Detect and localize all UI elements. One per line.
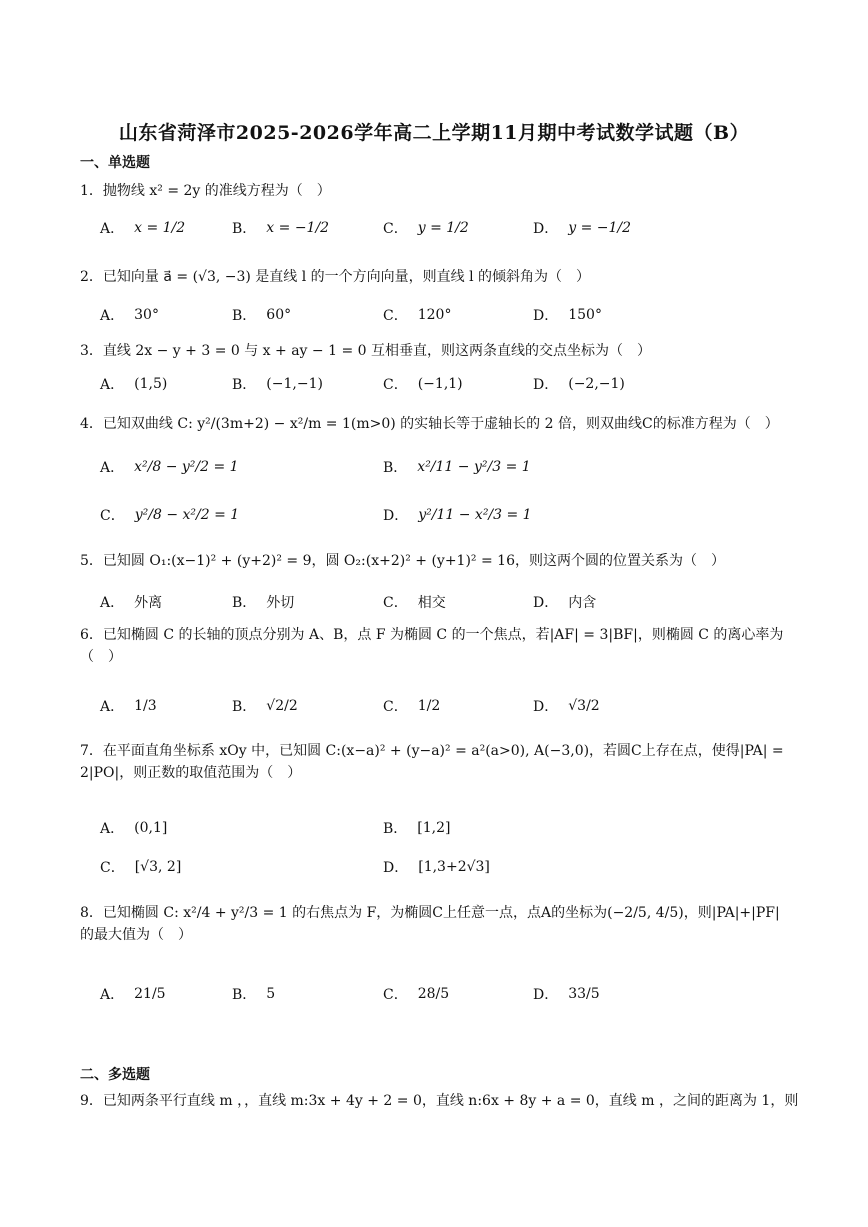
option-label: A． (100, 821, 125, 837)
option-text: 28/5 (417, 986, 450, 1002)
option-label: A． (100, 460, 125, 476)
q7-option-d[interactable] (383, 857, 490, 877)
option-text: [1,3+2√3] (418, 859, 490, 875)
option-label: C． (383, 221, 408, 237)
q6-option-b[interactable] (232, 696, 298, 716)
option-label: D． (383, 508, 409, 524)
option-label: C． (100, 508, 125, 524)
q1-option-c[interactable] (383, 218, 469, 238)
option-text: 60° (266, 307, 292, 323)
q4-option-c[interactable] (100, 505, 239, 525)
option-text: [√3, 2] (134, 859, 182, 875)
section-multiple-choice: 二、多选题 (80, 1067, 150, 1083)
option-text: √3/2 (568, 698, 600, 714)
option-text: y²/8 − x²/2 = 1 (134, 507, 240, 523)
option-text: y²/11 − x²/3 = 1 (418, 507, 532, 523)
option-text: [1,2] (417, 820, 451, 836)
option-label: B． (232, 595, 257, 611)
question-9-stem: 9．已知两条平行直线 m ，，直线 m:3x + 4y + 2 = 0，直线 n:6x + 8y + a = 0，直线 m ，之间的距离为 1，则 (80, 1093, 799, 1109)
q4-option-d[interactable] (383, 505, 532, 525)
page-title: 山东省菏泽市2025-2026学年高二上学期11月期中考试数学试题（B） (118, 122, 750, 144)
option-text: 1/2 (417, 698, 441, 714)
question-6-stem: 6．已知椭圆 C 的长轴的顶点分别为 A、B，点 F 为椭圆 C 的一个焦点，若|AF| = 3|BF|，则椭圆 C 的离心率为（ ） (80, 627, 784, 666)
option-text: x²/11 − y²/3 = 1 (417, 459, 531, 475)
option-text: √2/2 (266, 698, 298, 714)
option-text: 30° (134, 307, 159, 323)
q2-option-b[interactable] (232, 305, 291, 325)
question-7-stem: 7．在平面直角坐标系 xOy 中，已知圆 C:(x−a)² + (y−a)² = a²(a>0), A(−3,0)，若圆C上存在点，使得|PA| = 2|PO|，则正数的取值范围为（ ） (80, 743, 784, 782)
option-label: C． (383, 377, 408, 393)
question-4-stem: 4．已知双曲线 C: y²/(3m+2) − x²/m = 1(m>0) 的实轴长等于虚轴长的 2 倍，则双曲线C的标准方程为（ ） (80, 416, 779, 432)
q7-option-a[interactable] (100, 818, 167, 838)
option-text: 外离 (134, 595, 163, 611)
option-label: D． (533, 987, 559, 1003)
option-text: 21/5 (134, 986, 166, 1002)
q5-option-d[interactable] (533, 592, 596, 612)
option-text: 内含 (568, 595, 597, 611)
q3-option-c[interactable] (383, 374, 463, 394)
option-label: D． (383, 860, 409, 876)
q6-option-d[interactable] (533, 696, 600, 716)
option-text: y = 1/2 (417, 220, 469, 236)
option-label: C． (383, 699, 408, 715)
option-text: (0,1] (134, 820, 168, 836)
q3-option-a[interactable] (100, 374, 167, 394)
q7-option-c[interactable] (100, 857, 181, 877)
option-text: (−2,−1) (568, 376, 625, 392)
q8-option-d[interactable] (533, 984, 600, 1004)
q1-option-d[interactable] (533, 218, 631, 238)
option-label: C． (100, 860, 125, 876)
option-label: A． (100, 308, 125, 324)
option-label: A． (100, 377, 125, 393)
option-text: (1,5) (134, 376, 168, 392)
q7-option-b[interactable] (383, 818, 451, 838)
option-text: 120° (417, 307, 452, 323)
q2-option-d[interactable] (533, 305, 602, 325)
option-text: x = 1/2 (134, 220, 186, 236)
option-text: 5 (266, 986, 276, 1002)
question-5-stem: 5．已知圆 O₁:(x−1)² + (y+2)² = 9，圆 O₂:(x+2)² + (y+1)² = 16，则这两个圆的位置关系为（ ） (80, 553, 725, 569)
option-text: (−1,−1) (266, 376, 323, 392)
option-label: B． (232, 987, 257, 1003)
option-text: 1/3 (134, 698, 157, 714)
option-text: y = −1/2 (568, 220, 632, 236)
q4-option-b[interactable] (383, 457, 531, 477)
question-1-stem: 1．抛物线 x² = 2y 的准线方程为（ ） (80, 183, 331, 199)
question-8-stem: 8．已知椭圆 C: x²/4 + y²/3 = 1 的右焦点为 F，为椭圆C上任意一点，点A的坐标为(−2/5, 4/5)，则|PA|+|PF|的最大值为（ ） (80, 905, 780, 944)
q5-option-b[interactable] (232, 592, 294, 612)
option-text: x²/8 − y²/2 = 1 (134, 459, 239, 475)
option-label: A． (100, 221, 125, 237)
q3-option-b[interactable] (232, 374, 323, 394)
q5-option-a[interactable] (100, 592, 162, 612)
q6-option-c[interactable] (383, 696, 440, 716)
q1-option-b[interactable] (232, 218, 329, 238)
q2-option-a[interactable] (100, 305, 159, 325)
option-label: C． (383, 308, 408, 324)
option-text: 外切 (266, 595, 295, 611)
option-label: B． (232, 308, 257, 324)
option-label: A． (100, 699, 125, 715)
option-label: D． (533, 699, 559, 715)
option-label: C． (383, 595, 408, 611)
option-label: B． (232, 377, 257, 393)
section-single-choice: 一、单选题 (80, 155, 150, 171)
question-3-stem: 3．直线 2x − y + 3 = 0 与 x + ay − 1 = 0 互相垂直，则这两条直线的交点坐标为（ ） (80, 343, 651, 359)
q8-option-a[interactable] (100, 984, 166, 1004)
q1-option-a[interactable] (100, 218, 185, 238)
option-text: 相交 (417, 595, 446, 611)
option-label: A． (100, 987, 125, 1003)
q4-option-a[interactable] (100, 457, 239, 477)
q5-option-c[interactable] (383, 592, 446, 612)
option-label: D． (533, 308, 559, 324)
option-label: D． (533, 221, 559, 237)
option-text: (−1,1) (417, 376, 463, 392)
q6-option-a[interactable] (100, 696, 157, 716)
option-label: B． (383, 821, 408, 837)
option-label: B． (232, 699, 257, 715)
option-label: B． (232, 221, 257, 237)
option-text: 150° (568, 307, 602, 323)
q2-option-c[interactable] (383, 305, 451, 325)
q8-option-c[interactable] (383, 984, 449, 1004)
question-2-stem: 2．已知向量 a⃗ = (√3, −3) 是直线 l 的一个方向向量，则直线 l 的倾斜角为（ ） (80, 269, 591, 285)
option-text: 33/5 (568, 986, 600, 1002)
option-text: x = −1/2 (266, 220, 330, 236)
option-label: B． (383, 460, 408, 476)
option-label: A． (100, 595, 125, 611)
option-label: D． (533, 377, 559, 393)
q8-option-b[interactable] (232, 984, 275, 1004)
q3-option-d[interactable] (533, 374, 625, 394)
option-label: C． (383, 987, 408, 1003)
option-label: D． (533, 595, 559, 611)
